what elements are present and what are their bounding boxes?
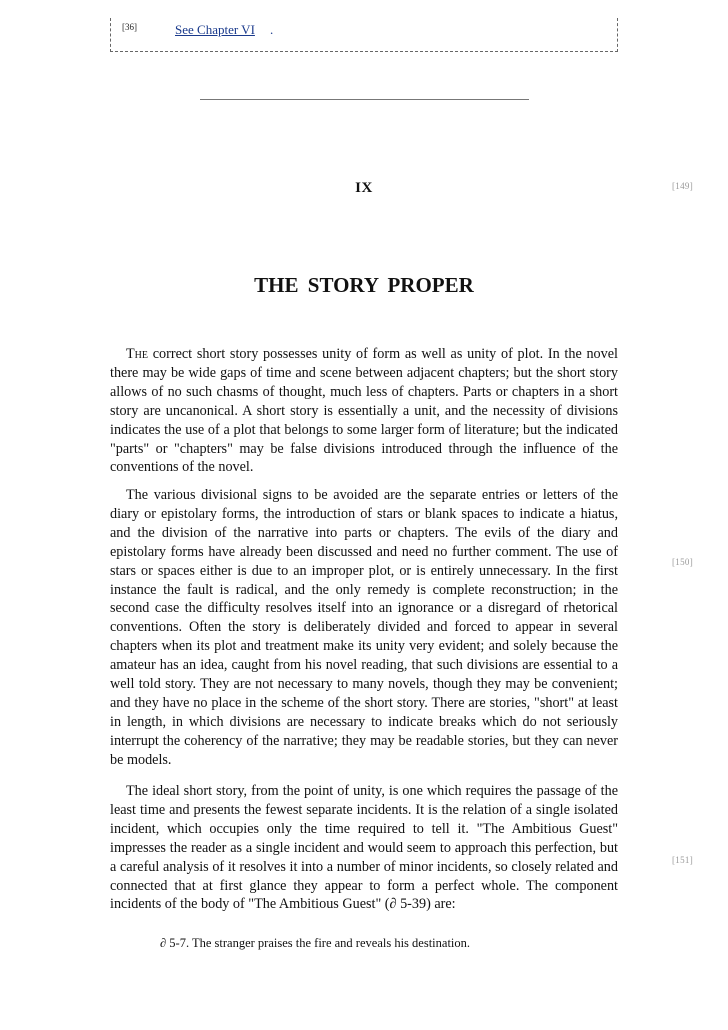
chapter-title: THE STORY PROPER [254, 273, 474, 297]
page-number-151[interactable]: [151] [672, 855, 693, 865]
chapter-number: IX [355, 180, 373, 196]
section-divider [200, 99, 529, 100]
page-number-150[interactable]: [150] [672, 557, 693, 567]
page-number-149[interactable]: [149] [672, 181, 693, 191]
paragraph-2: The various divisional signs to be avoided are the separate entries or letters of the diary or epistolary forms, the introduction of stars or blank spaces to indicate a hiatus, and the division of the narrative into parts or chapters. The evils of the diary and epistolary forms have already been discussed and need no further comment. The use of stars or spaces either is due to an improper plot, or is entirely unnecessary. In the first instance the fault is radical, and the only remedy is complete reconstruction; in the second case the difficulty resolves itself into an ignorance or a disregard of rhetorical conventions. Often the story is deliberately divided and forced to appear in several chapters when its plot and treatment make its unity very evident; and solely because the amateur has an idea, caught from his novel reading, that such divisions are essential to a well told story. They are not necessary to many novels, though they may be convenient; and they have no place in the scheme of the short story. There are stories, "short" at least in length, in which divisions are necessary to indicate breaks which do not seriously interrupt the coherency of the narrative; they may be readable stories, but they can never be models. [110, 487, 618, 768]
footnote-trailing: . [270, 22, 274, 37]
paragraph-1 [110, 345, 618, 477]
paragraph-3: The ideal short story, from the point of unity, is one which requires the passage of the least time and presents the fewest separate incidents. It is the relation of a single isolated incident, which occupies only the time required to tell it. "The Ambitious Guest" impresses the reader as a single incident and would seem to approach this perfection, but a careful analysis of it resolves it into a number of minor incidents, so closely related and connected that at first glance they appear to form a perfect whole. The component incidents of the body of "The Ambitious Guest" (∂ 5-39) are: [110, 783, 618, 913]
paragraph-1-body: correct short story possesses unity of form as well as unity of plot. In the novel there may be wide gaps of time and scene between adjacent chapters; but the short story allows of no such chasms of thought, much less of chapters. Parts or chapters in a short story are uncanonical. A short story is essentially a unit, and the necessity of divisions indicates the use of a plot that belongs to some larger form of literature; but the indicated "parts" or "chapters" may be false divisions introduced through the influence of the conventions of the novel. [110, 346, 618, 476]
footnote-marker[interactable]: [36] [122, 22, 137, 32]
footnote-link[interactable]: See Chapter VI [175, 22, 255, 37]
paragraph-1-lead: The [126, 346, 148, 362]
incident-list-item: ∂ 5-7. The stranger praises the fire and reveals his destination. [160, 936, 471, 950]
footnote-box [110, 18, 618, 52]
